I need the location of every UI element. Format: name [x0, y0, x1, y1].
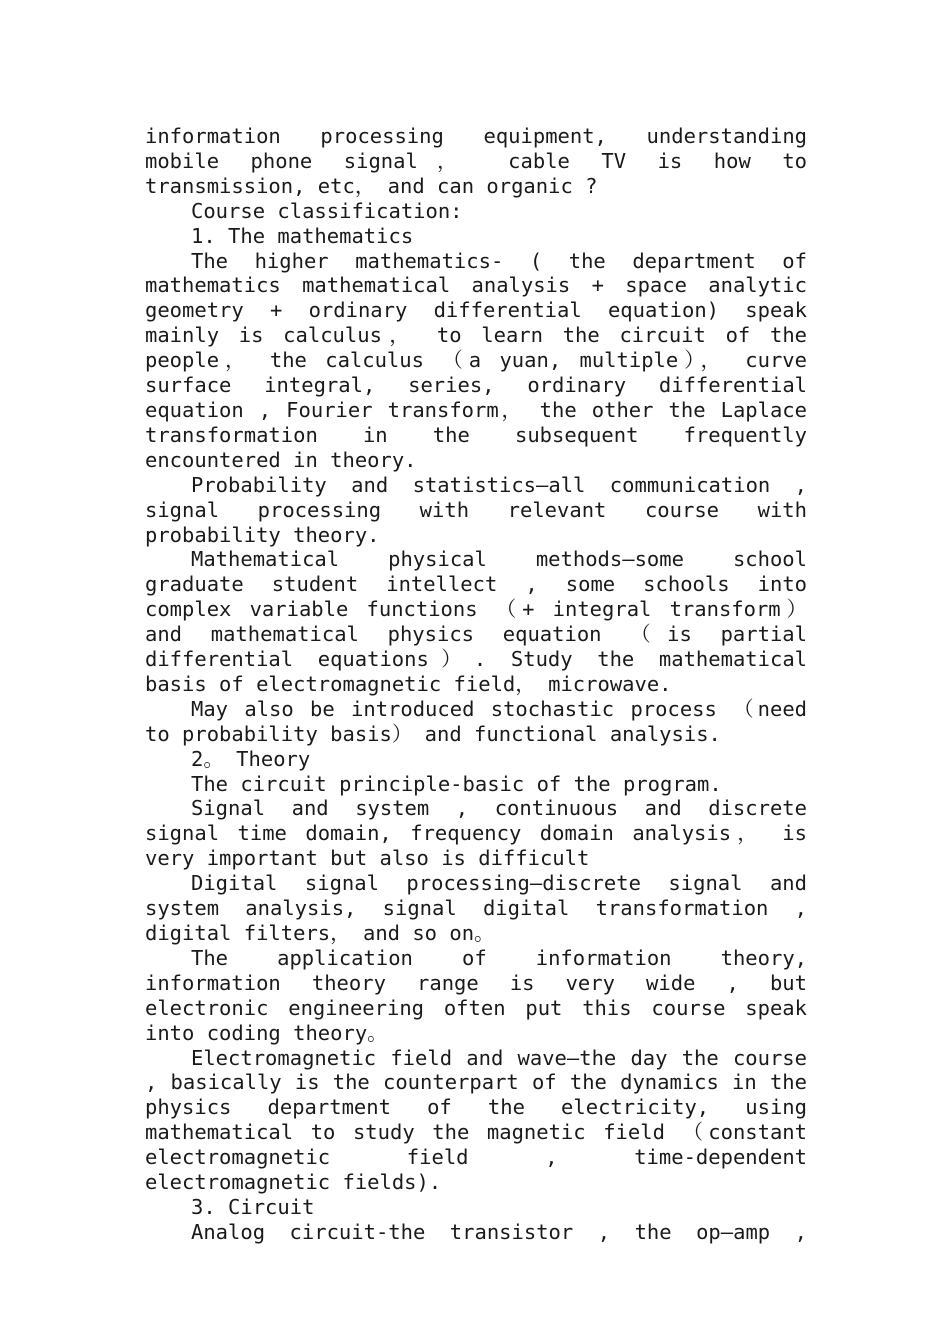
paragraph-course-classification: Course classification: — [191, 198, 463, 223]
heading-circuit: 3. Circuit — [191, 1194, 315, 1219]
paragraph-mathematical-physical-methods: Mathematical physical methods—some school graduate student intellect , some schools into complex variable functions （+ integral transform） and mathematical physics equation （is partial differential equations）. Study the mathematical basis of electromagnetic field， microwave. — [145, 547, 807, 696]
paragraph-signal-and-system: Signal and system , continuous and discrete signal time domain, frequency domain analysis， is very important but also is difficult — [145, 796, 807, 871]
paragraph-digital-signal-processing: Digital signal processing—discrete signal and system analysis, signal digital transformation , digital filters， and so on。 — [145, 871, 807, 945]
paragraph-electromagnetic-field: Electromagnetic field and wave—the day the course , basically is the counterpart of the dynamics in the physics department of the electricity, using mathematical to study the magnetic field （constant electromagnetic field , time-dependent electromagnetic fields). — [145, 1045, 807, 1195]
paragraph-stochastic-process: May also be introduced stochastic process （need to probability basis） and functional analysis. — [145, 696, 807, 746]
heading-mathematics: 1. The mathematics — [191, 223, 414, 248]
paragraph-information-theory: The application of information theory, information theory range is very wide , but electronic engineering often put this course speak into coding theory。 — [145, 945, 807, 1045]
paragraph-probability-statistics: Probability and statistics—all communication , signal processing with relevant course with probability theory. — [145, 472, 807, 547]
paragraph-circuit-principle: The circuit principle-basic of the program. — [191, 771, 722, 796]
document-body — [145, 124, 807, 1245]
heading-theory: 2。 Theory — [191, 746, 311, 771]
paragraph-higher-mathematics: The higher mathematics- ( the department of mathematics mathematical analysis + space analytic geometry + ordinary differential equation) speak mainly is calculus， to learn the circuit of the people， the calculus （a yuan, multiple）， curve surface integral, series, ordinary differential equation , Fourier transform， the other the Laplace transformation in the subsequent frequently encountered in theory. — [145, 248, 807, 472]
paragraph-continuation: information processing equipment, understanding mobile phone signal， cable TV is how to transmission, etc， and can organic ? — [145, 124, 807, 198]
paragraph-analog-circuit: Analog circuit-the transistor , the op—amp , — [191, 1219, 807, 1244]
